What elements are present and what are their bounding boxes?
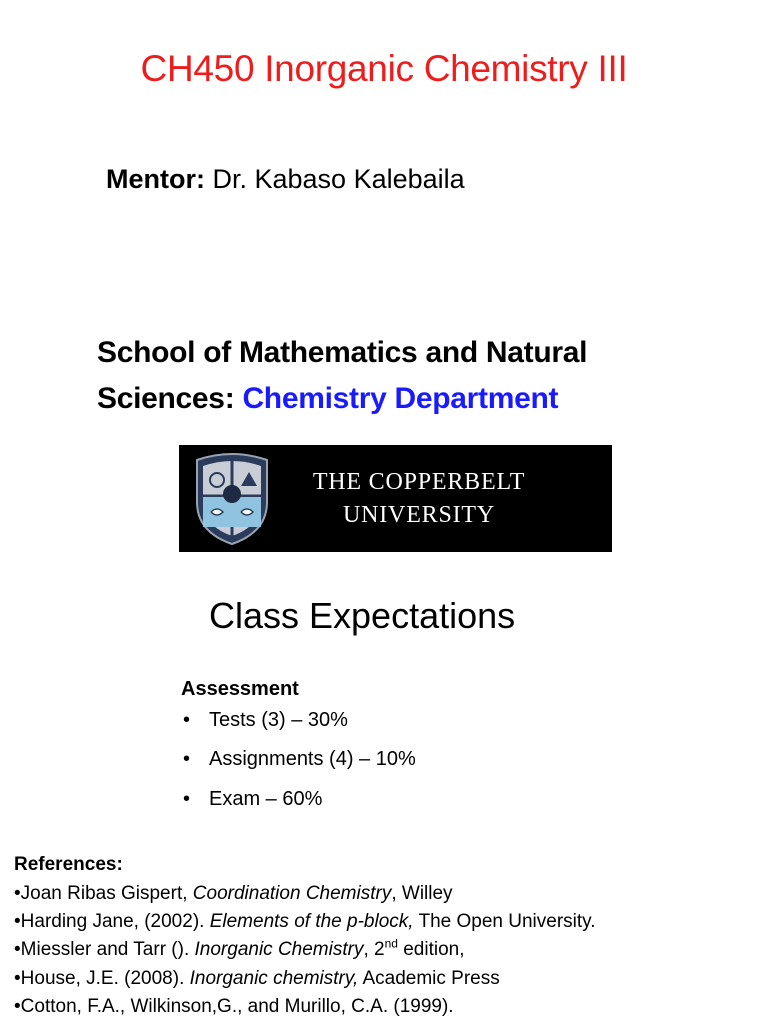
university-name-line-2: UNIVERSITY (343, 502, 495, 528)
reference-title: Coordination Chemistry (192, 883, 392, 904)
reference-text: edition, (397, 939, 465, 960)
references-heading: References: (14, 854, 123, 875)
reference-superscript: nd (384, 936, 398, 951)
reference-title: Elements of the p-block, (209, 911, 414, 932)
reference-item (14, 883, 453, 905)
mentor-label: Mentor: (106, 164, 205, 194)
reference-title: Inorganic chemistry, (189, 968, 359, 989)
reference-item (14, 968, 500, 990)
reference-text: •Harding Jane, (2002). (14, 911, 210, 932)
assessment-heading: Assessment (181, 678, 299, 700)
section-title: Class Expectations (209, 595, 516, 636)
bullet-icon: • (183, 709, 191, 731)
assessment-item-text: Assignments (4) – 10% (209, 748, 416, 770)
reference-text: •House, J.E. (2008). (14, 968, 190, 989)
reference-item (14, 911, 596, 933)
reference-item (14, 996, 454, 1018)
reference-text: , 2 (363, 939, 385, 960)
reference-text: •Cotton, F.A., Wilkinson,G., and Murillo, C.A. (1999). (14, 996, 454, 1017)
bullet-icon: • (183, 748, 191, 770)
assessment-item (183, 788, 322, 811)
reference-text: •Miessler and Tarr (). (14, 939, 195, 960)
university-crest-icon (189, 450, 275, 546)
reference-text: •Joan Ribas Gispert, (14, 883, 193, 904)
reference-text: The Open University. (413, 911, 596, 932)
reference-title: Inorganic Chemistry (194, 939, 364, 960)
reference-item (14, 936, 465, 961)
university-banner (179, 445, 612, 552)
mentor-name: Dr. Kabaso Kalebaila (212, 164, 465, 194)
school-line-2 (97, 382, 558, 416)
assessment-item (183, 748, 416, 771)
assessment-item (183, 709, 348, 732)
school-line-2-prefix: Sciences: (97, 382, 235, 415)
assessment-item-text: Exam – 60% (209, 788, 323, 810)
reference-text: Academic Press (358, 968, 500, 989)
bullet-icon: • (183, 788, 191, 810)
slide-title: CH450 Inorganic Chemistry III (140, 48, 628, 89)
mentor-line (106, 164, 465, 195)
reference-text: , Willey (391, 883, 453, 904)
school-line-1: School of Mathematics and Natural (97, 336, 588, 369)
university-name-line-1: THE COPPERBELT (312, 469, 526, 495)
assessment-item-text: Tests (3) – 30% (209, 709, 348, 731)
department-name: Chemistry Department (242, 382, 559, 415)
